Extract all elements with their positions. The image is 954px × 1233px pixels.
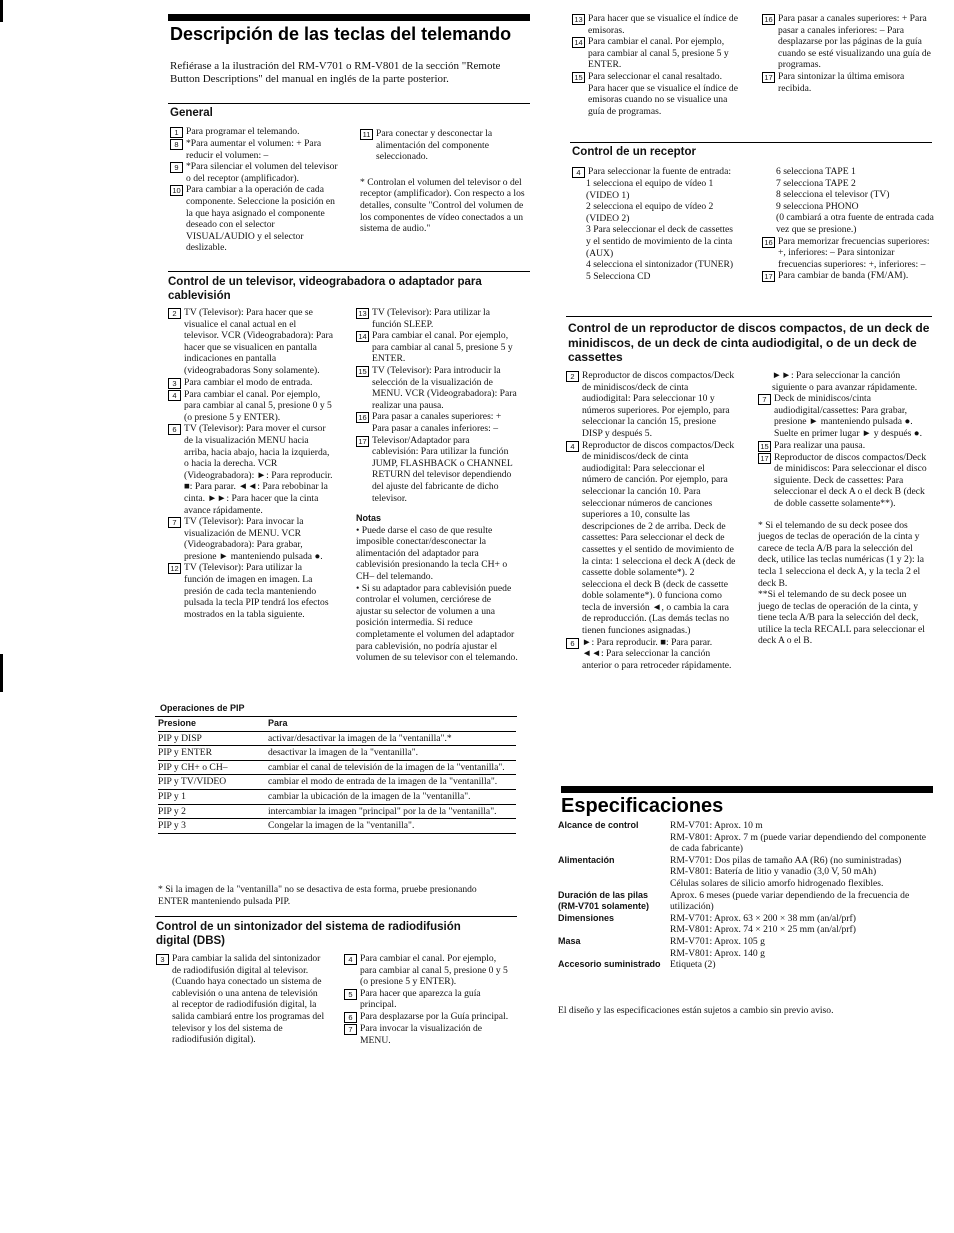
rule [168, 271, 530, 272]
list-item [156, 953, 326, 1046]
list-item [572, 13, 740, 36]
key-number: 4 [344, 954, 357, 965]
section-heading-dbs: Control de un sintonizador del sistema de radiodifusión digital (DBS) [156, 921, 461, 947]
spec-title-bar [561, 786, 933, 793]
key-number: 9 [170, 162, 183, 173]
top-right-left-column [572, 13, 740, 117]
general-footnote: * Controlan el volumen del televisor o del receptor (amplificador). Con respecto a los detalles, consulte "Control del volumen de los componentes de vídeo conectados a un sistema de audio." [360, 176, 525, 235]
list-item [170, 138, 338, 161]
item-text: Reproductor de discos compactos/Deck de minidiscos/deck de cinta audiodigital: Para seleccionar 10 y números superiores. Por ejemplo, para seleccionar la canción 15, presione DISP y después 5. [582, 370, 735, 439]
key-number: 17 [758, 453, 771, 464]
key-number: 7 [344, 1024, 357, 1035]
spec-value: RM-V701: Aprox. 63 × 200 × 38 mm (an/al/prf) RM-V801: Aprox. 74 × 210 × 25 mm (an/al/prf) [670, 912, 856, 936]
list-item [356, 330, 518, 365]
item-text: Para cambiar el canal. Por ejemplo, para cambiar al canal 5, presione 5 y ENTER. [588, 36, 729, 71]
input-option: 8 selecciona el televisor (TV) [776, 189, 890, 201]
table-row [158, 789, 516, 804]
item-text: TV (Televisor): Para mover el cursor de la visualización MENU hacia arriba, hacia abajo, hacia la izquierda, o hacia la derecha. VCR (Videograbadora): ►: Para reproducir. ■: Para parar. ◄◄: Para rebobinar la cinta. ►►: Para hacer que la cinta avance rápidamente. [184, 423, 333, 516]
input-option: 7 selecciona TAPE 2 [776, 177, 856, 189]
list-item [566, 637, 736, 672]
item-text: Deck de minidiscos/cinta audiodigital/cassettes: Para grabar, presione ► manteniendo pulsada ●. Suelte en primer lugar ► y después ●. [774, 393, 922, 439]
table-cell: PIP y TV/VIDEO [158, 776, 227, 788]
item-text: Para pasar a canales superiores: + Para pasar a canales inferiores: – [372, 411, 502, 434]
spec-row [558, 936, 934, 959]
key-number: 10 [170, 185, 183, 196]
key-number: 17 [762, 271, 775, 282]
table-cell: cambiar el canal de televisión de la imagen de la "ventanilla". [268, 761, 505, 773]
spec-row [558, 913, 934, 936]
item-text: ►: Para reproducir. ■: Para parar. ◄◄: Para seleccionar la canción anterior o para retroceder rápidamente. [582, 636, 732, 671]
input-option: 6 selecciona TAPE 1 [776, 166, 856, 177]
key-number: 3 [168, 378, 181, 389]
item-text: Para programar el telemando. [186, 126, 300, 137]
cd-left-column [566, 370, 736, 671]
item-text: Para realizar una pausa. [774, 439, 866, 451]
table-cell: Congelar la imagen de la "ventanilla". [268, 820, 415, 832]
key-number: 4 [168, 390, 181, 401]
table-cell: cambiar el modo de entrada de la imagen de la "ventanilla". [268, 776, 498, 788]
pip-footnote: * Si la imagen de la "ventanilla" no se desactiva de esta forma, pruebe presionando ENTER manteniendo pulsada PIP. [158, 884, 477, 907]
spec-label: Alcance de control [558, 820, 639, 830]
list-item [170, 161, 338, 184]
item-text: *Para aumentar el volumen: + Para reducir el volumen: – [186, 138, 322, 161]
general-right-column [360, 128, 525, 235]
input-option: 3 Para seleccionar el deck de cassettes y el sentido de movimiento de la cinta (AUX) [586, 224, 734, 259]
key-number: 15 [758, 441, 771, 452]
receiver-right-column [762, 166, 934, 282]
table-cell: PIP y 2 [158, 805, 186, 817]
key-number: 14 [356, 331, 369, 342]
item-text: TV (Televisor): Para utilizar la función SLEEP. [372, 307, 490, 330]
key-number: 6 [168, 424, 181, 435]
spec-value: RM-V701: Aprox. 10 m RM-V801: Aprox. 7 m (puede variar dependiendo del componente de cada fabricante) [670, 820, 927, 855]
key-number: 13 [356, 308, 369, 319]
page-title: Descripción de las teclas del telemando [170, 24, 512, 44]
list-item [762, 270, 934, 282]
item-text: Para sintonizar la última emisora recibida. [778, 70, 905, 94]
key-number: 15 [572, 72, 585, 83]
item-text: TV (Televisor): Para invocar la visualización de MENU. VCR (Videograbadora): Para grabar, presione ► manteniendo pulsada ●. [184, 516, 323, 562]
list-item [572, 36, 740, 71]
receiver-left-column [572, 166, 740, 282]
input-option: 5 Selecciona CD [586, 270, 651, 282]
notes-heading: Notas [356, 513, 382, 524]
table-cell: desactivar la imagen de la "ventanilla". [268, 747, 419, 759]
table-row [158, 760, 516, 775]
key-number: 6 [344, 1012, 357, 1023]
specifications-title: Especificaciones [561, 795, 724, 817]
column-header: Para [268, 718, 288, 728]
list-item [762, 236, 934, 271]
rule [155, 916, 517, 917]
item-text: ►►: Para seleccionar la canción siguiente o para avanzar rápidamente. [772, 370, 918, 393]
spec-label: Dimensiones [558, 912, 615, 923]
input-option: 1 selecciona el equipo de vídeo 1 (VIDEO 1) [586, 178, 714, 201]
key-number: 16 [762, 14, 775, 25]
cd-note: **Si el telemando de su deck posee un juego de teclas de operación de la cinta, y tiene tecla A/B para la selección del deck, utilice la tecla RECALL para seleccionar el deck A o el B. [758, 589, 925, 647]
input-option: 2 selecciona el equipo de vídeo 2 (VIDEO 2) [586, 201, 714, 224]
key-number: 8 [170, 139, 183, 150]
note-item: • Puede darse el caso de que resulte imposible conectar/desconectar la alimentación del adaptador para cablevisión presionando la tecla CH+ o CH– del telemando. [356, 524, 508, 583]
key-number: 5 [344, 989, 357, 1000]
key-number: 7 [758, 394, 771, 405]
cd-right-column [758, 370, 930, 647]
key-number: 17 [356, 436, 369, 447]
table-cell: intercambiar la imagen "principal" por la de la "ventanilla". [268, 805, 497, 817]
margin-mark [0, 654, 3, 692]
item-text: Para cambiar el canal. Por ejemplo, para cambiar al canal 5, presione 5 y ENTER. [372, 330, 513, 365]
item-text: Para cambiar el modo de entrada. [184, 376, 313, 388]
spec-row [558, 820, 934, 855]
item-text: Reproductor de discos compactos/Deck de minidiscos: Para seleccionar el disco siguiente. Deck de cassettes: Para seleccionar el deck A o el deck B (deck de doble cassette solamente**). [774, 451, 927, 509]
item-text: Para hacer que se visualice el índice de emisoras. [588, 13, 738, 36]
input-option: 9 selecciona PHONO [776, 200, 859, 212]
key-number: 4 [572, 167, 585, 178]
item-text: Para cambiar la salida del sintonizador de radiodifusión digital al televisor. (Cuando haya conectado un sistema de cablevisión o una antena de televisión al receptor de radiodifusión digital, la salida cambiará entre los programas del televisor y los del sistema de radiodifusión digital). [172, 953, 325, 1046]
rule [168, 103, 530, 104]
note-text: Puede darse el caso de que resulte imposible conectar/desconectar la alimentación del adaptador para cablevisión presionando la tecla CH+ o CH– del telemando. [356, 524, 508, 583]
list-item [168, 377, 333, 389]
dbs-left-column [156, 953, 326, 1046]
key-number: 11 [360, 129, 373, 140]
list-item [566, 440, 736, 637]
list-item [566, 370, 736, 440]
input-option: (0 cambiará a otra fuente de entrada cada vez que se presione.) [776, 212, 934, 235]
title-bar [168, 14, 530, 21]
pip-heading: Operaciones de PIP [160, 703, 245, 713]
table-cell: activar/desactivar la imagen de la "ventanilla".* [268, 732, 452, 744]
item-text: Para cambiar el canal. Por ejemplo, para cambiar al canal 5, presione 0 y 5 (o presione 5 y ENTER). [360, 953, 508, 988]
spec-label: Masa [558, 935, 581, 946]
list-item [344, 1023, 514, 1046]
item-text: Para seleccionar la fuente de entrada: [588, 166, 732, 177]
spec-row [558, 890, 934, 913]
list-item [168, 307, 333, 377]
key-number: 7 [168, 517, 181, 528]
list-item [572, 166, 740, 178]
item-text: Para invocar la visualización de MENU. [360, 1022, 483, 1046]
item-text: *Para silenciar el volumen del televisor o del receptor (amplificador). [186, 161, 338, 184]
rule [570, 142, 932, 143]
table-row [158, 775, 516, 790]
list-item [168, 516, 333, 562]
column-header: Presione [158, 718, 197, 728]
list-item [572, 71, 740, 117]
pip-table [158, 717, 516, 834]
intro-text: Refiérase a la ilustración del RM-V701 o RM-V801 de la sección "Remote Button Descriptions" del manual en inglés de la parte posterior. [170, 60, 501, 85]
input-option: 4 selecciona el sintonizador (TUNER) [586, 259, 734, 271]
section-heading-receiver: Control de un receptor [572, 146, 696, 158]
list-item [344, 953, 514, 988]
key-number: 4 [566, 441, 579, 452]
item-text: Televisor/Adaptador para cablevisión: Para utilizar la función JUMP, FLASHBACK o CHANNEL RETURN del televisor dependiendo del ajuste del fabricante de dicho televisor. [372, 434, 513, 504]
list-item [758, 452, 930, 510]
list-item [344, 988, 514, 1011]
list-item [356, 365, 518, 411]
spec-value: RM-V701: Dos pilas de tamaño AA (R6) (no suministradas) RM-V801: Batería de litio y vanadio (3,0 V, 50 mAh) Células solares de silicio amorfo hidrogenado flexibles. [670, 854, 902, 889]
table-cell: PIP y DISP [158, 732, 202, 744]
list-item [762, 13, 932, 71]
list-item [758, 393, 930, 439]
list-item [356, 411, 518, 434]
specifications-table [558, 820, 934, 971]
key-number: 2 [168, 308, 181, 319]
table-cell: cambiar la ubicación de la imagen de la "ventanilla". [268, 790, 471, 802]
note-item: • Si su adaptador para cablevisión puede controlar el volumen, cerciórese de ajustar su selector de volumen a una posición intermedia. Si reduce completamente el volumen del adaptador para cablevisión, no podría ajustar el volumen de su televisor con el telemando. [356, 582, 518, 664]
list-item [170, 184, 338, 254]
key-number: 17 [762, 72, 775, 83]
key-number: 15 [356, 366, 369, 377]
item-text: Reproductor de discos compactos/Deck de minidiscos/deck de cinta audiodigital: Para seleccionar el número de canción. Por ejemplo, para seleccionar la canción 10. Para seleccionar números de canciones superiores a 10, consulte las descripciones de 2 de arriba. Deck de cassettes: Para seleccionar el deck de cassettes y el sentido de movimiento de la cinta: 1 selecciona el deck A (deck de cassette doble solamente*). 2 selecciona el deck B (deck de cassette doble solamente*). 0 funciona como tecla de inversión ◄, o cambia la cara de reproducción. (Las demás teclas no tienen funciones asignadas.) [582, 439, 736, 637]
spec-value: RM-V701: Aprox. 105 g RM-V801: Aprox. 140 g [670, 935, 765, 959]
spec-label: Alimentación [558, 854, 615, 865]
tv-right-column [356, 307, 518, 664]
key-number: 14 [572, 37, 585, 48]
item-text: Para conectar y desconectar la alimentación del componente seleccionado. [376, 128, 493, 163]
item-text: Para pasar a canales superiores: + Para pasar a canales inferiores: – Para desplazarse por las páginas de la guía cuando se esté visualizando una guía de programas. [778, 13, 931, 71]
tv-left-column [168, 307, 333, 620]
list-item [170, 126, 338, 138]
general-left-column [170, 126, 338, 254]
item-text: TV (Televisor): Para introducir la selección de la visualización de MENU. VCR (Videograbadora): Para realizar una pausa. [372, 364, 517, 411]
key-number: 12 [168, 563, 181, 574]
table-cell: PIP y ENTER [158, 747, 213, 759]
key-number: 3 [156, 954, 169, 965]
rule [566, 316, 932, 317]
item-text: Para seleccionar el canal resaltado. Para hacer que se visualice el índice de emisoras cuando no se visualice una guía de programas. [588, 70, 738, 117]
cd-note: * Si el telemando de su deck posee dos juegos de teclas de operación de la cinta y carece de tecla A/B para la selección del deck, utilice las teclas numéricas (1 y 2): la tecla 1 selecciona el deck A, y la tecla 2 el deck B. [758, 519, 924, 589]
dbs-right-column [344, 953, 514, 1046]
note-text: Si su adaptador para cablevisión puede controlar el volumen, cerciórese de ajustar su selector de volumen a una posición intermedia. Si reduce completamente el volumen del adaptador para cablevisión, no podría ajustar el volumen de su televisor con el telemando. [356, 582, 518, 664]
spec-label: Accesorio suministrado [558, 959, 661, 970]
spec-value: Aprox. 6 meses (puede variar dependiendo de la frecuencia de utilización) [670, 889, 910, 913]
item-text: TV (Televisor): Para utilizar la función de imagen en imagen. La presión de cada tecla manteniendo pulsada la tecla PIP tendrá los efectos mostrados en la tabla siguiente. [184, 562, 329, 620]
top-right-right-column [762, 13, 932, 94]
table-cell: PIP y CH+ o CH– [158, 761, 228, 773]
item-text: Para cambiar de banda (FM/AM). [778, 270, 909, 282]
item-text: TV (Televisor): Para hacer que se visualice el canal actual en el televisor. VCR (Videograbadora): Para hacer que se visualicen en pantalla indicaciones en pantalla (videograbadoras Sony solamente). [184, 307, 333, 376]
item-text: Para hacer que aparezca la guía principal. [360, 987, 481, 1011]
table-row [158, 804, 516, 819]
item-text: Para cambiar a la operación de cada componente. Seleccione la posición en la que haya asignado el componente deseado con el selector VISUAL/AUDIO y el selector deslizable. [186, 184, 335, 254]
margin-mark [0, 0, 3, 22]
key-number: 16 [356, 412, 369, 423]
item-text: Para desplazarse por la Guía principal. [360, 1010, 509, 1022]
table-cell: PIP y 3 [158, 820, 186, 832]
spec-value: Etiqueta (2) [670, 959, 716, 971]
section-heading-general: General [170, 107, 213, 119]
table-row [158, 731, 516, 746]
section-heading-cd: Control de un reproductor de discos compactos, de un deck de minidiscos, de un deck de cinta audiodigital, o de un deck de cassettes [568, 321, 930, 364]
list-item [356, 307, 518, 330]
section-heading-tv: Control de un televisor, videograbadora o adaptador para cablevisión [168, 276, 482, 302]
list-item [758, 440, 930, 452]
key-number: 16 [762, 237, 775, 248]
spec-row [558, 959, 934, 971]
table-row [158, 746, 516, 761]
table-header-row [158, 717, 516, 731]
spec-label: Duración de las pilas (RM-V701 solamente) [558, 889, 650, 912]
list-item [168, 389, 333, 424]
key-number: 2 [566, 371, 579, 382]
key-number: 1 [170, 127, 183, 138]
spec-footer: El diseño y las especificaciones están sujetos a cambio sin previo aviso. [558, 1005, 834, 1016]
key-number: 6 [566, 638, 579, 649]
item-text: Para memorizar frecuencias superiores: +, inferiores: – Para sintonizar frecuencias superiores: +, inferiores: – [778, 235, 930, 270]
list-item [344, 1011, 514, 1023]
list-item [356, 435, 518, 505]
list-item [360, 128, 525, 163]
table-row [158, 819, 516, 834]
key-number: 13 [572, 14, 585, 25]
table-cell: PIP y 1 [158, 790, 186, 802]
spec-row [558, 855, 934, 890]
list-item [168, 562, 333, 620]
list-item [762, 71, 932, 94]
list-item [168, 423, 333, 516]
item-text: Para cambiar el canal. Por ejemplo, para cambiar al canal 5, presione 0 y 5 (o presione 5 y ENTER). [184, 388, 332, 423]
